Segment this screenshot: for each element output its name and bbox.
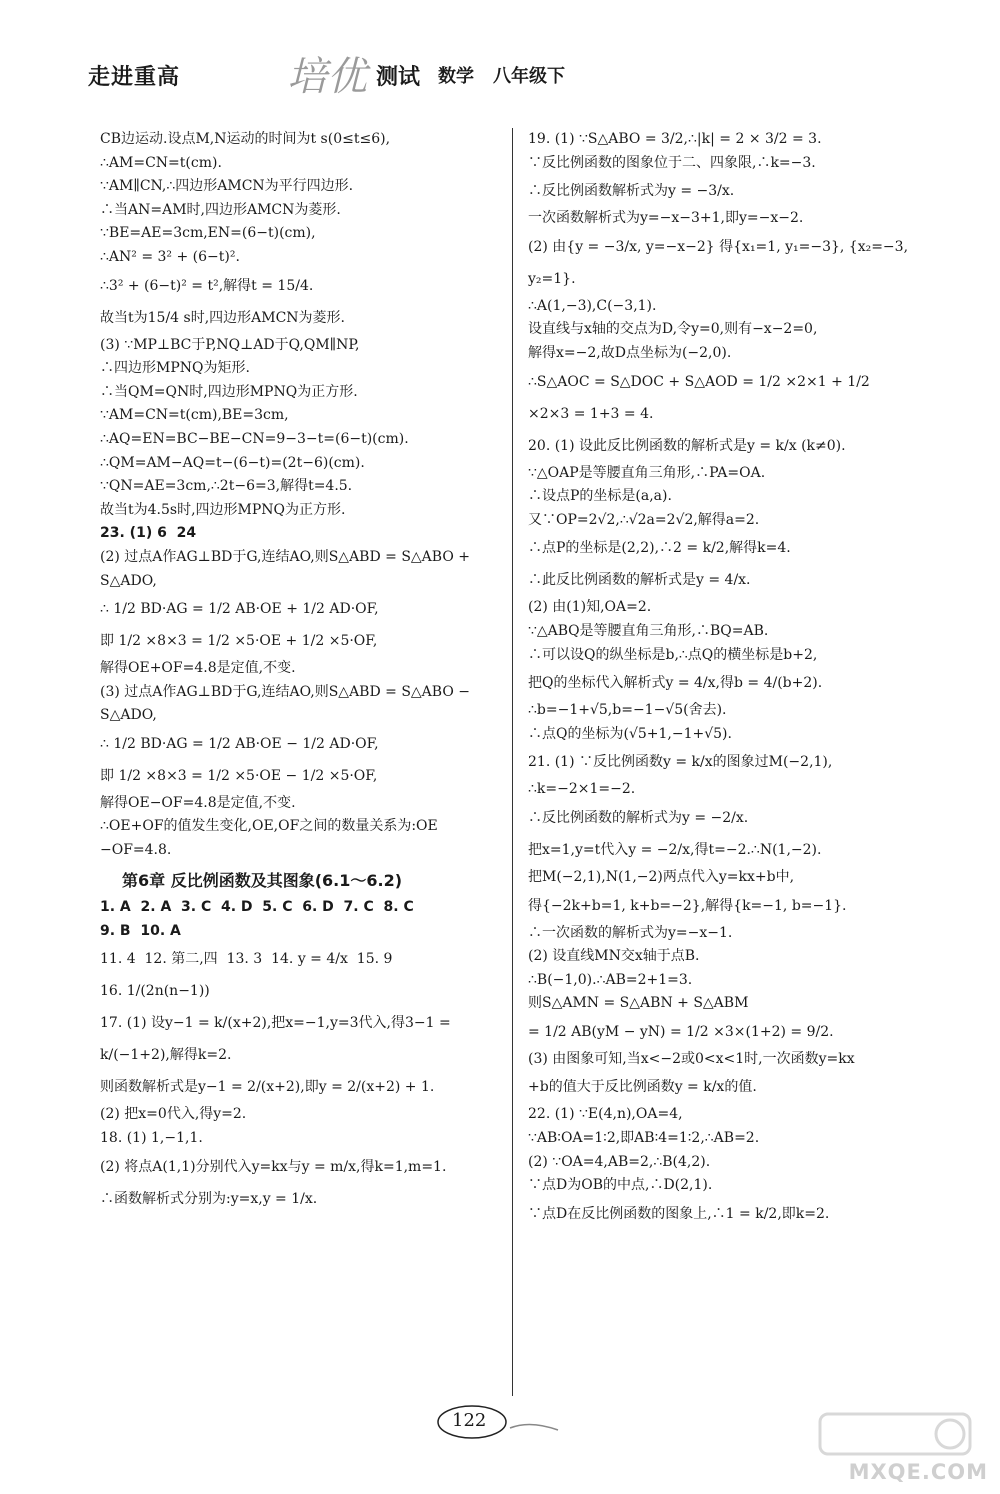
text-line: 得{−2k+b=1, k+b=−2},解得{k=−1, b=−1}.: [528, 897, 847, 914]
right-column: [528, 128, 913, 1230]
text-line: 把x=1,y=t代入y = −2/x,得t=−2.∴N(1,−2).: [528, 841, 822, 858]
series-title: 走进重高: [88, 65, 181, 90]
text-line: ∵反比例函数的图象位于二、四象限,∴k=−3.: [528, 154, 816, 171]
text-line: ∴反比例函数的解析式为y = −2/x.: [528, 809, 749, 826]
text-line: ∴四边形MPNQ为矩形.: [100, 360, 250, 377]
answer-line: 16. 1/(2n(n−1)): [100, 983, 210, 1000]
text-line: ∴OE+OF的值发生变化,OE,OF之间的数量关系为:OE: [100, 818, 438, 835]
text-line: ∵△ABQ是等腰直角三角形,∴BQ=AB.: [528, 622, 769, 639]
answer-23-1: 23. (1) 6 24: [100, 525, 197, 542]
answer-line: (2) 把x=0代入,得y=2.: [100, 1106, 247, 1123]
text-line: (2) 设直线MN交x轴于点B.: [528, 948, 700, 965]
answer-line: k/(−1+2),解得k=2.: [100, 1047, 232, 1064]
text-line: ∴此反比例函数的解析式是y = 4/x.: [528, 572, 751, 589]
text-line: ∵AM=CN=t(cm),BE=3cm,: [100, 407, 289, 424]
text-line: 解得x=−2,故D点坐标为(−2,0).: [528, 344, 732, 361]
svg-text:培优: 培优: [287, 54, 367, 100]
text-line: 即 1/2 ×8×3 = 1/2 ×5·OE + 1/2 ×5·OF,: [100, 633, 378, 650]
watermark-site: MXQE.COM: [848, 1460, 988, 1484]
text-line: ∵BE=AE=3cm,EN=(6−t)(cm),: [100, 225, 316, 242]
text-line: ∴点Q的坐标为(√5+1,−1+√5).: [528, 725, 732, 742]
text-line: = 1/2 AB(yM − yN) = 1/2 ×3×(1+2) = 9/2.: [528, 1023, 834, 1040]
left-column: [100, 128, 498, 1215]
text-line: (3) ∵MP⊥BC于P,NQ⊥AD于Q,QM∥NP,: [100, 336, 360, 353]
text-line: 设直线与x轴的交点为D,令y=0,则有−x−2=0,: [528, 321, 818, 338]
text-line: S△ADO,: [100, 572, 157, 589]
text-line: ∴3² + (6−t)² = t²,解得t = 15/4.: [100, 277, 314, 294]
text-line: S△ADO,: [100, 707, 157, 724]
text-line: ∴B(−1,0).∴AB=2+1=3.: [528, 971, 693, 988]
text-line: CB边运动.设点M,N运动的时间为t s(0≤t≤6),: [100, 131, 391, 147]
text-line: +b的值大于反比例函数y = k/x的值.: [528, 1079, 757, 1096]
text-line: ∴ 1/2 BD·AG = 1/2 AB·OE − 1/2 AD·OF,: [100, 735, 379, 752]
grade-label: 八年级下: [493, 66, 565, 87]
text-line: (2) 过点A作AG⊥BD于G,连结AO,则S△ABD = S△ABO +: [100, 548, 471, 565]
text-line: ∴AN² = 3² + (6−t)².: [100, 248, 240, 265]
watermark: [800, 1408, 990, 1488]
answer-line: 18. (1) 1,−1,1.: [100, 1130, 203, 1147]
text-line: ∴ 1/2 BD·AG = 1/2 AB·OE + 1/2 AD·OF,: [100, 601, 379, 618]
answer-line: 则函数解析式是y−1 = 2/(x+2),即y = 2/(x+2) + 1.: [100, 1079, 435, 1096]
text-line: ∴当QM=QN时,四边形MPNQ为正方形.: [100, 383, 358, 400]
page-footer: [430, 1400, 570, 1446]
text-line: ∵△OAP是等腰直角三角形,∴PA=OA.: [528, 464, 766, 481]
text-line: ∴k=−2×1=−2.: [528, 781, 636, 798]
subject-label: 数学: [438, 66, 474, 87]
text-line: ∵QN=AE=3cm,∴2t−6=3,解得t=4.5.: [100, 478, 353, 495]
page-number: 122: [452, 1410, 487, 1431]
text-line: ∴QM=AM−AQ=t−(6−t)=(2t−6)(cm).: [100, 454, 365, 471]
text-line: 故当t为4.5s时,四边形MPNQ为正方形.: [100, 501, 346, 518]
text-line: ∴AM=CN=t(cm).: [100, 154, 222, 171]
text-line: (3) 由图象可知,当x<−2或0<x<1时,一次函数y=kx: [528, 1050, 855, 1067]
text-line: ∴S△AOC = S△DOC + S△AOD = 1/2 ×2×1 + 1/2 ×2×3 = 1+3 = 4.: [528, 373, 875, 422]
text-line: 一次函数解析式为y=−x−3+1,即y=−x−2.: [528, 210, 804, 227]
chapter-title: 第6章 反比例函数及其图象(6.1～6.2): [122, 870, 403, 890]
test-label: 测试: [376, 65, 421, 90]
text-line: ∵点D在反比例函数的图象上,∴1 = k/2,即k=2.: [528, 1205, 830, 1222]
text-line: 20. (1) 设此反比例函数的解析式是y = k/x (k≠0).: [528, 437, 846, 454]
column-divider: [512, 128, 513, 1396]
text-line: 21. (1) ∵反比例函数y = k/x的图象过M(−2,1),: [528, 754, 833, 771]
text-line: 19. (1) ∵S△ABO = 3/2,∴|k| = 2 × 3/2 = 3.: [528, 131, 822, 147]
text-line: 即 1/2 ×8×3 = 1/2 ×5·OE − 1/2 ×5·OF,: [100, 767, 378, 784]
answer-line: ∴函数解析式分别为:y=x,y = 1/x.: [100, 1190, 318, 1207]
text-line: (2) ∵OA=4,AB=2,∴B(4,2).: [528, 1153, 711, 1170]
text-line: 解得OE−OF=4.8是定值,不变.: [100, 794, 296, 811]
answer-line: 1. A 2. A 3. C 4. D 5. C 6. D 7. C 8. C: [100, 899, 414, 916]
text-line: ∴AQ=EN=BC−BE−CN=9−3−t=(6−t)(cm).: [100, 430, 409, 447]
text-line: ∴当AN=AM时,四边形AMCN为菱形.: [100, 201, 341, 218]
answer-line: 17. (1) 设y−1 = k/(x+2),把x=−1,y=3代入,得3−1 =: [100, 1015, 451, 1032]
text-line: (2) 由(1)知,OA=2.: [528, 599, 652, 616]
text-line: ∴可以设Q的纵坐标是b,∴点Q的横坐标是b+2,: [528, 646, 818, 663]
text-line: ∴A(1,−3),C(−3,1).: [528, 297, 657, 314]
text-line: 又∵OP=2√2,∴√2a=2√2,解得a=2.: [528, 511, 760, 528]
text-line: ∴一次函数的解析式为y=−x−1.: [528, 924, 733, 941]
text-line: ∵AM∥CN,∴四边形AMCN为平行四边形.: [100, 178, 354, 195]
text-line: 把Q的坐标代入解析式y = 4/x,得b = 4/(b+2).: [528, 675, 823, 692]
text-line: ∴设点P的坐标是(a,a).: [528, 488, 672, 505]
text-line: 22. (1) ∵E(4,n),OA=4,: [528, 1106, 683, 1123]
text-line: 则S△AMN = S△ABN + S△ABM: [528, 995, 749, 1012]
text-line: 把M(−2,1),N(1,−2)两点代入y=kx+b中,: [528, 868, 795, 885]
calligraphy-logo: [283, 38, 373, 108]
text-line: 故当t为15/4 s时,四边形AMCN为菱形.: [100, 309, 346, 326]
text-line: 解得OE+OF=4.8是定值,不变.: [100, 660, 296, 677]
page-header: [88, 52, 648, 108]
page-number-ornament: [430, 1400, 570, 1446]
text-line: (3) 过点A作AG⊥BD于G,连结AO,则S△ABD = S△ABO −: [100, 683, 471, 700]
answer-line: 11. 4 12. 第二,四 13. 3 14. y = 4/x 15. 9: [100, 951, 393, 968]
text-line: ∴点P的坐标是(2,2),∴2 = k/2,解得k=4.: [528, 540, 791, 557]
text-line: (2) 由{y = −3/x, y=−x−2} 得{x₁=1, y₁=−3}, {x₂=−3, y₂=1}.: [528, 238, 913, 287]
answer-line: (2) 将点A(1,1)分别代入y=kx与y = m/x,得k=1,m=1.: [100, 1158, 447, 1175]
text-line: ∴b=−1+√5,b=−1−√5(舍去).: [528, 702, 727, 719]
text-line: ∴反比例函数解析式为y = −3/x.: [528, 183, 735, 200]
text-line: ∵AB∶OA=1∶2,即AB∶4=1∶2,∴AB=2.: [528, 1130, 760, 1147]
text-line: −OF=4.8.: [100, 842, 172, 859]
text-line: ∵点D为OB的中点,∴D(2,1).: [528, 1177, 713, 1194]
answer-line: 9. B 10. A: [100, 922, 181, 939]
watermark-logo: [800, 1408, 990, 1464]
